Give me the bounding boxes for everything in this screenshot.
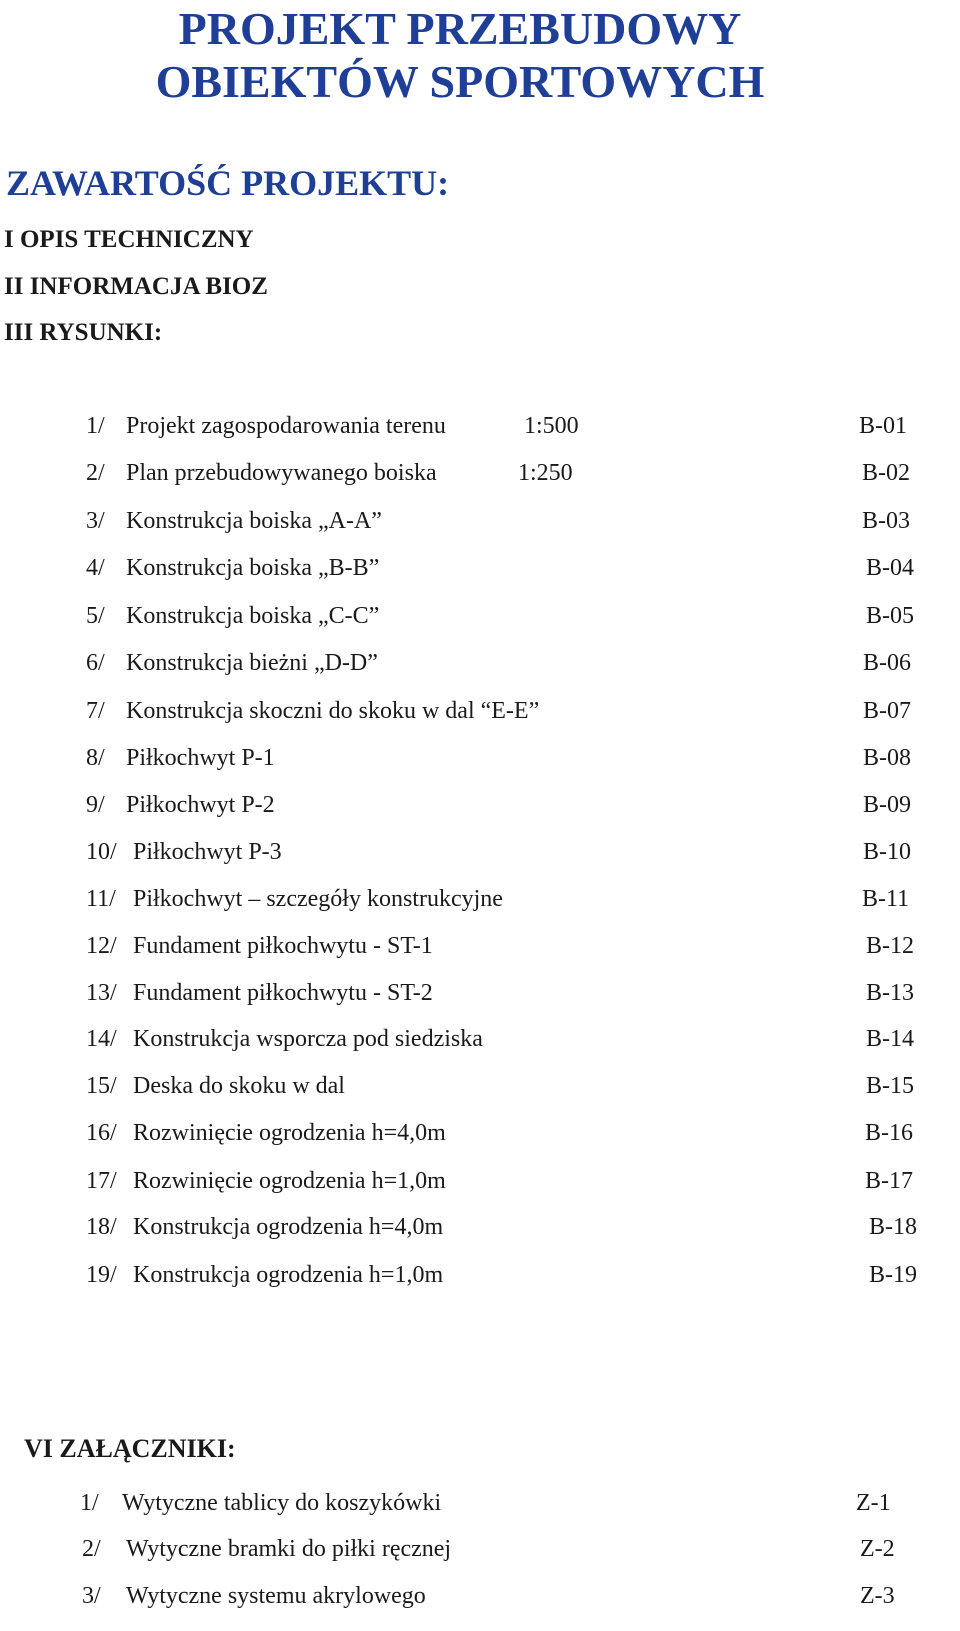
drawing-row: [0, 1262, 960, 1296]
drawing-code: B-06: [863, 650, 911, 676]
attachment-row: [0, 1536, 960, 1570]
drawing-title: Fundament piłkochwytu - ST-2: [133, 980, 433, 1006]
attachment-title: Wytyczne tablicy do koszykówki: [122, 1490, 442, 1516]
drawing-row: [0, 1073, 960, 1107]
drawing-number: 12/: [86, 933, 117, 959]
drawing-code: B-19: [869, 1262, 917, 1288]
drawing-row: [0, 1120, 960, 1154]
drawing-title: Konstrukcja wsporcza pod siedziska: [133, 1026, 483, 1052]
drawing-number: 10/: [86, 839, 117, 865]
drawing-code: B-15: [866, 1073, 914, 1099]
drawing-number: 1/: [86, 413, 105, 439]
drawing-number: 16/: [86, 1120, 117, 1146]
drawing-row: [0, 1168, 960, 1202]
drawing-number: 17/: [86, 1168, 117, 1194]
drawing-title: Piłkochwyt – szczegóły konstrukcyjne: [133, 886, 503, 912]
drawing-row: [0, 413, 960, 447]
drawing-title: Plan przebudowywanego boiska: [126, 460, 437, 486]
attachment-row: [0, 1583, 960, 1617]
drawing-code: B-11: [862, 886, 910, 912]
drawing-title: Piłkochwyt P-3: [133, 839, 282, 865]
drawing-title: Projekt zagospodarowania terenu: [126, 413, 446, 439]
drawing-number: 3/: [86, 508, 105, 534]
drawing-code: B-13: [866, 980, 914, 1006]
drawing-row: [0, 886, 960, 920]
attachment-code: Z-1: [856, 1490, 891, 1516]
drawing-title: Piłkochwyt P-2: [126, 792, 275, 818]
drawing-number: 15/: [86, 1073, 117, 1099]
drawing-row: [0, 460, 960, 494]
drawing-row: [0, 698, 960, 732]
drawing-scale: 1:500: [524, 413, 579, 439]
drawing-scale: 1:250: [518, 460, 573, 486]
drawing-title: Konstrukcja bieżni „D-D”: [126, 650, 378, 676]
attachment-code: Z-2: [860, 1536, 895, 1562]
document-title-line-2: OBIEKTÓW SPORTOWYCH: [155, 56, 765, 107]
drawing-code: B-14: [866, 1026, 914, 1052]
attachment-row: [0, 1490, 960, 1524]
drawing-row: [0, 745, 960, 779]
contents-heading: ZAWARTOŚĆ PROJEKTU:: [6, 163, 450, 203]
drawing-row: [0, 1026, 960, 1060]
drawing-code: B-09: [863, 792, 911, 818]
drawing-code: B-01: [859, 413, 907, 439]
drawing-code: B-17: [865, 1168, 913, 1194]
drawing-number: 2/: [86, 460, 105, 486]
drawing-code: B-07: [863, 698, 911, 724]
drawing-title: Konstrukcja ogrodzenia h=4,0m: [133, 1214, 444, 1240]
attachment-code: Z-3: [860, 1583, 895, 1609]
document-title-line-1: PROJEKT PRZEBUDOWY: [178, 3, 742, 54]
drawing-row: [0, 555, 960, 589]
drawing-number: 19/: [86, 1262, 117, 1288]
drawing-row: [0, 508, 960, 542]
drawing-number: 11/: [86, 886, 116, 912]
drawing-title: Konstrukcja boiska „A-A”: [126, 508, 382, 534]
section-bioz-information: II INFORMACJA BIOZ: [4, 273, 268, 300]
drawing-row: [0, 933, 960, 967]
section-drawings: III RYSUNKI:: [4, 319, 163, 346]
drawing-number: 9/: [86, 792, 105, 818]
drawing-code: B-03: [862, 508, 910, 534]
drawing-row: [0, 650, 960, 684]
drawing-title: Konstrukcja ogrodzenia h=1,0m: [133, 1262, 444, 1288]
attachment-number: 1/: [80, 1490, 99, 1516]
drawing-title: Konstrukcja boiska „B-B”: [126, 555, 380, 581]
drawing-number: 4/: [86, 555, 105, 581]
drawing-row: [0, 792, 960, 826]
drawing-row: [0, 1214, 960, 1248]
drawing-number: 5/: [86, 603, 105, 629]
drawing-title: Fundament piłkochwytu - ST-1: [133, 933, 433, 959]
drawing-code: B-18: [869, 1214, 917, 1240]
drawing-number: 7/: [86, 698, 105, 724]
drawing-number: 13/: [86, 980, 117, 1006]
drawing-code: B-04: [866, 555, 914, 581]
drawing-number: 18/: [86, 1214, 117, 1240]
section-technical-description: I OPIS TECHNICZNY: [4, 226, 254, 253]
drawing-code: B-12: [866, 933, 914, 959]
drawing-row: [0, 603, 960, 637]
attachment-number: 3/: [82, 1583, 101, 1609]
drawing-code: B-16: [865, 1120, 913, 1146]
drawing-code: B-10: [863, 839, 911, 865]
attachment-number: 2/: [82, 1536, 101, 1562]
attachments-heading: VI ZAŁĄCZNIKI:: [24, 1434, 236, 1463]
drawing-title: Rozwinięcie ogrodzenia h=1,0m: [133, 1168, 446, 1194]
drawing-title: Piłkochwyt P-1: [126, 745, 275, 771]
drawing-number: 8/: [86, 745, 105, 771]
drawing-title: Konstrukcja boiska „C-C”: [126, 603, 380, 629]
drawing-row: [0, 980, 960, 1014]
drawing-row: [0, 839, 960, 873]
drawing-code: B-05: [866, 603, 914, 629]
drawing-number: 6/: [86, 650, 105, 676]
drawing-number: 14/: [86, 1026, 117, 1052]
drawing-code: B-08: [863, 745, 911, 771]
drawing-title: Konstrukcja skoczni do skoku w dal “E-E”: [126, 698, 540, 724]
drawing-title: Rozwinięcie ogrodzenia h=4,0m: [133, 1120, 446, 1146]
attachment-title: Wytyczne bramki do piłki ręcznej: [126, 1536, 452, 1562]
drawing-title: Deska do skoku w dal: [133, 1073, 345, 1099]
attachment-title: Wytyczne systemu akrylowego: [126, 1583, 426, 1609]
drawing-code: B-02: [862, 460, 910, 486]
